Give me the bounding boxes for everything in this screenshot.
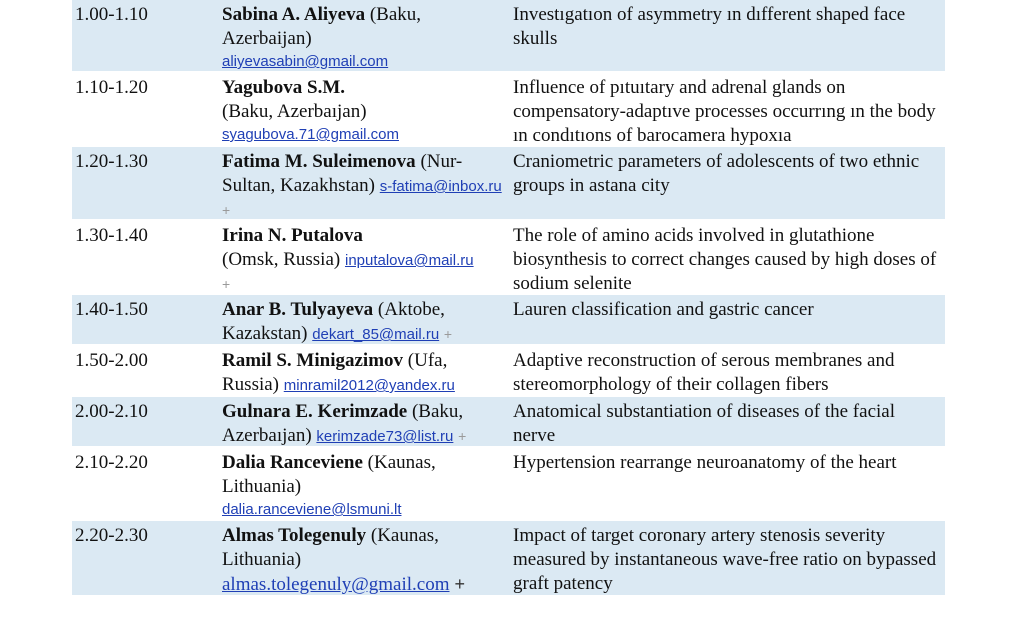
time-slot: 1.20-1.30: [75, 151, 148, 172]
time-slot: 1.30-1.40: [75, 225, 148, 246]
talk-title: Lauren classification and gastric cancer: [513, 299, 814, 320]
table-row: [72, 521, 945, 597]
talk-title: Investıgatıon of asymmetry ın dıfferent shaped face skulls: [513, 4, 906, 49]
speaker-email-link[interactable]: syagubova.71@gmail.com: [222, 126, 399, 143]
talk-title: Adaptive reconstruction of serous membranes and stereomorphology of their collagen fibers: [513, 350, 895, 395]
talk-title: Anatomical substantiation of diseases of the facial nerve: [513, 401, 895, 446]
table-row: [72, 295, 945, 346]
speaker-email-link[interactable]: s-fatima@inbox.ru: [379, 178, 502, 195]
speaker-location: (Kaunas, Lithuania): [222, 452, 436, 497]
add-plus-icon[interactable]: +: [443, 326, 453, 342]
table-row: [72, 397, 945, 448]
talk-title: Craniometric parameters of adolescents of two ethnic groups in astana city: [513, 151, 920, 196]
time-slot: 2.20-2.30: [75, 525, 148, 546]
table-row: [72, 448, 945, 521]
time-slot: 1.10-1.20: [75, 77, 148, 98]
speaker-cell: [220, 521, 511, 595]
table-row: [72, 0, 945, 73]
speaker-email-link[interactable]: minramil2012@yandex.ru: [283, 377, 455, 394]
speaker-name: Irina N. Putalova: [222, 225, 363, 246]
speaker-location: (Nur-Sultan, Kazakhstan): [222, 151, 463, 196]
speaker-location: (Aktobe, Kazakstan): [222, 299, 445, 344]
speaker-email-link[interactable]: aliyevasabin@gmail.com: [222, 53, 389, 70]
speaker-name: Ramil S. Minigazimov: [222, 350, 404, 371]
speaker-email-link[interactable]: inputalova@mail.ru: [344, 252, 474, 269]
speaker-location: (Baku, Azerbaıjan): [222, 401, 464, 446]
speaker-email-link[interactable]: almas.tolegenuly@gmail.com: [222, 574, 450, 595]
speaker-cell: [220, 221, 511, 293]
speaker-email-link[interactable]: dalia.ranceviene@lsmuni.lt: [222, 501, 402, 518]
schedule-table: [72, 0, 945, 597]
time-slot: 1.00-1.10: [75, 4, 148, 25]
talk-title: The role of amino acids involved in glutathione biosynthesis to correct changes caused by high doses of sodium selenite: [513, 225, 937, 294]
speaker-name: Fatima M. Suleimenova: [222, 151, 416, 172]
speaker-name: Almas Tolegenuly: [222, 525, 367, 546]
add-plus-icon[interactable]: +: [449, 574, 466, 594]
time-slot: 1.50-2.00: [75, 350, 148, 371]
time-slot: 2.00-2.10: [75, 401, 148, 422]
speaker-location: (Baku, Azerbaıjan): [222, 101, 367, 122]
talk-title: Impact of target coronary artery stenosis severity measured by instantaneous wave-free ratio on bypassed graft patency: [513, 525, 937, 594]
add-plus-icon[interactable]: +: [222, 202, 231, 218]
time-slot: 1.40-1.50: [75, 299, 148, 320]
speaker-name: Sabina A. Aliyeva: [222, 4, 366, 25]
add-plus-icon[interactable]: +: [458, 428, 467, 444]
speaker-location: (Omsk, Russia): [222, 249, 345, 270]
speaker-email-link[interactable]: dekart_85@mail.ru: [312, 326, 440, 343]
talk-title: Hypertension rearrange neuroanatomy of the heart: [513, 452, 897, 473]
speaker-email-link[interactable]: kerimzade73@list.ru: [316, 428, 454, 445]
speaker-location: (Kaunas, Lithuania): [222, 525, 439, 570]
talk-title: Influence of pıtuıtary and adrenal glands on compensatory-adaptıve processes occurrıng ın the body ın condıtıons of barocamera hypoxıa: [513, 77, 936, 146]
speaker-cell: [220, 397, 511, 446]
table-row: [72, 73, 945, 147]
table-row: [72, 221, 945, 295]
speaker-name: Anar B. Tulyayeva: [222, 299, 374, 320]
add-plus-icon[interactable]: +: [222, 276, 231, 292]
speaker-name: Dalia Ranceviene: [222, 452, 363, 473]
time-slot: 2.10-2.20: [75, 452, 148, 473]
table-row: [72, 147, 945, 221]
speaker-cell: [220, 147, 511, 219]
speaker-cell: [220, 295, 511, 344]
table-row: [72, 346, 945, 397]
speaker-cell: [220, 346, 511, 395]
speaker-location: (Ufa, Russia): [222, 350, 448, 395]
speaker-cell: [220, 448, 511, 519]
speaker-name: Gulnara E. Kerimzade: [222, 401, 408, 422]
speaker-location: (Baku, Azerbaijan): [222, 4, 422, 49]
speaker-cell: [220, 73, 511, 145]
speaker-name: Yagubova S.M.: [222, 77, 345, 98]
speaker-cell: [220, 0, 511, 71]
